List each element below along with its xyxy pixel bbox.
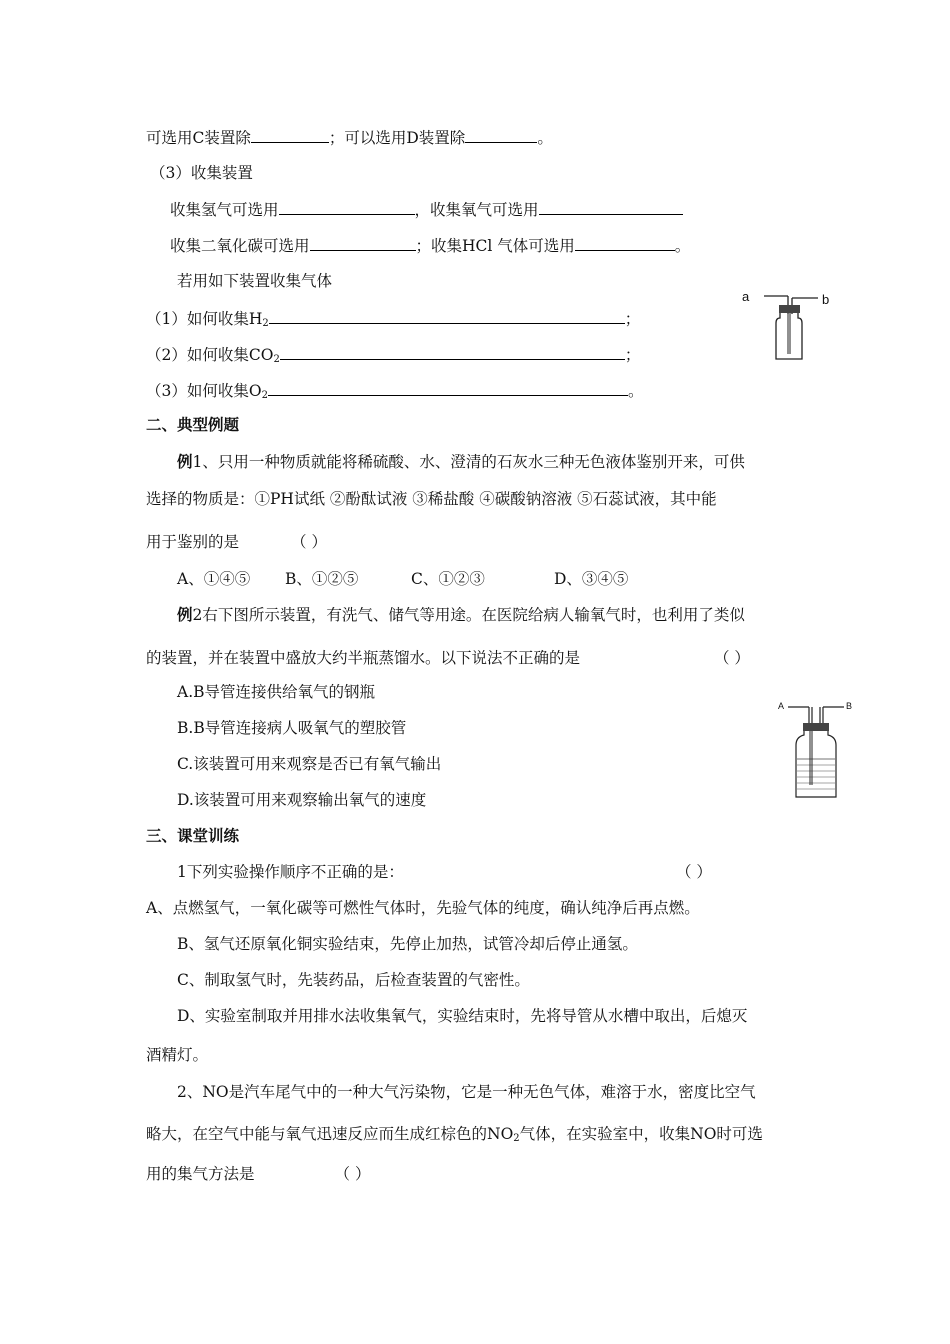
practice-1-option-d[interactable]: D、实验室制取并用排水法收集氧气，实验结束时，先将导管从水槽中取出，后熄灭 xyxy=(177,1007,748,1025)
example-2-option-d[interactable]: D.该装置可用来观察输出氧气的速度 xyxy=(177,791,427,809)
example-2-line-2 xyxy=(146,648,580,668)
example-1-line-1 xyxy=(177,452,745,472)
q-h2-label: （1）如何收集H xyxy=(146,310,263,328)
q-h2-semi: ； xyxy=(624,310,641,328)
blank-o2[interactable] xyxy=(539,199,683,215)
blank-d[interactable] xyxy=(465,127,537,143)
example-2-answer-paren[interactable]: （ ） xyxy=(714,649,750,667)
q-co2-semi: ； xyxy=(624,346,641,364)
blank-q-h2[interactable] xyxy=(269,308,625,324)
practice-2-sub: 2 xyxy=(513,1133,520,1144)
practice-2-line-1: 2、NO是汽车尾气中的一种大气污染物，它是一种无色气体，难溶于水，密度比空气 xyxy=(177,1083,756,1101)
device-intro: 若用如下装置收集气体 xyxy=(177,272,333,290)
example-2-option-a[interactable]: A.B导管连接供给氧气的钢瓶 xyxy=(177,683,376,701)
subheading-collection: （3）收集装置 xyxy=(150,164,253,182)
practice-2-text-2b: 气体，在实验室中，收集NO时可选 xyxy=(519,1125,763,1143)
example-1-option-d[interactable]: D、③④⑤ xyxy=(554,570,629,588)
label-o2: ，收集氧气可选用 xyxy=(414,201,539,219)
q-o2-period: 。 xyxy=(627,382,644,400)
gas-bottle-icon xyxy=(738,288,838,364)
example-1-label: 例 xyxy=(177,452,193,471)
practice-1-option-d-cont: 酒精灯。 xyxy=(146,1046,209,1064)
fig1-label-b: b xyxy=(822,292,830,307)
example-1-options xyxy=(177,569,629,589)
text-c-device: 可选用C装置除 xyxy=(146,129,251,147)
example-2-line-1 xyxy=(177,605,745,625)
example-2-option-c[interactable]: C.该装置可用来观察是否已有氧气输出 xyxy=(177,755,442,773)
blank-q-o2[interactable] xyxy=(268,380,628,396)
fig1-label-a: a xyxy=(742,289,750,304)
label-hcl: ；收集HCl 气体可选用 xyxy=(415,237,575,255)
example-2-text-1: 2右下图所示装置，有洗气、储气等用途。在医院给病人输氧气时，也利用了类似 xyxy=(192,606,745,624)
practice-1-option-b[interactable]: B、氢气还原氧化铜实验结束，先停止加热，试管冷却后停止通氢。 xyxy=(177,935,638,953)
line-collect-h2-o2 xyxy=(170,199,683,220)
q-co2-sub: 2 xyxy=(273,354,280,365)
line-remove-gas xyxy=(146,127,553,148)
example-2-text-2: 的装置，并在装置中盛放大约半瓶蒸馏水。以下说法不正确的是 xyxy=(146,649,581,667)
practice-1-option-a[interactable]: A、点燃氢气，一氧化碳等可燃性气体时，先验气体的纯度，确认纯净后再点燃。 xyxy=(146,899,700,917)
practice-1-question: 1下列实验操作顺序不正确的是： xyxy=(177,863,404,881)
practice-2-line-3 xyxy=(146,1164,370,1184)
practice-1-option-c[interactable]: C、制取氢气时，先装药品，后检查装置的气密性。 xyxy=(177,971,530,989)
example-1-line-3 xyxy=(146,532,327,552)
text-d-device: ；可以选用D装置除 xyxy=(328,129,466,147)
blank-co2[interactable] xyxy=(310,235,416,251)
example-1-option-a[interactable]: A、①④⑤ xyxy=(177,570,251,588)
practice-2-text-2a: 略大，在空气中能与氧气迅速反应而生成红棕色的NO xyxy=(146,1125,514,1143)
line-collect-co2-hcl xyxy=(170,235,690,256)
gas-bottle-figure-1 xyxy=(738,288,838,364)
practice-2-line-2 xyxy=(146,1124,763,1149)
gas-bottle-figure-2 xyxy=(776,699,856,801)
q-o2-sub: 2 xyxy=(261,390,268,401)
label-co2: 收集二氧化碳可选用 xyxy=(170,237,310,255)
blank-hcl[interactable] xyxy=(575,235,675,251)
question-collect-o2 xyxy=(146,380,643,406)
example-1-option-c[interactable]: C、①②③ xyxy=(411,570,485,588)
fig2-label-a: A xyxy=(778,701,785,711)
q-o2-label: （3）如何收集O xyxy=(146,382,262,400)
q-co2-label: （2）如何收集CO xyxy=(146,346,274,364)
label-h2: 收集氢气可选用 xyxy=(170,201,279,219)
example-1-option-b[interactable]: B、①②⑤ xyxy=(285,570,359,588)
example-1-text-1: 1、只用一种物质就能将稀硫酸、水、澄清的石灰水三种无色液体鉴别开来，可供 xyxy=(192,453,745,471)
q-h2-sub: 2 xyxy=(262,318,269,329)
example-1-line-2: 选择的物质是：①PH试纸 ②酚酞试液 ③稀盐酸 ④碳酸钠溶液 ⑤石蕊试液，其中能 xyxy=(146,490,717,508)
question-collect-co2 xyxy=(146,344,640,370)
fig2-label-b: B xyxy=(846,701,853,711)
example-1-text-3: 用于鉴别的是 xyxy=(146,533,240,551)
heading-typical-examples: 二、典型例题 xyxy=(146,415,240,434)
heading-class-practice: 三、课堂训练 xyxy=(146,826,240,845)
blank-h2[interactable] xyxy=(279,199,415,215)
practice-1-answer-paren[interactable]: （ ） xyxy=(676,863,712,881)
question-collect-h2 xyxy=(146,308,640,334)
example-2-option-b[interactable]: B.B导管连接病人吸氧气的塑胶管 xyxy=(177,719,407,737)
practice-2-answer-paren[interactable]: （ ） xyxy=(334,1165,371,1183)
wash-bottle-icon xyxy=(776,699,856,801)
practice-2-text-3: 用的集气方法是 xyxy=(146,1165,255,1183)
blank-c[interactable] xyxy=(251,127,329,143)
example-2-label: 例 xyxy=(177,605,193,624)
text-end2: 。 xyxy=(674,237,691,255)
example-1-answer-paren[interactable]: （ ） xyxy=(291,533,327,551)
blank-q-co2[interactable] xyxy=(280,344,625,360)
text-end: 。 xyxy=(537,129,553,147)
